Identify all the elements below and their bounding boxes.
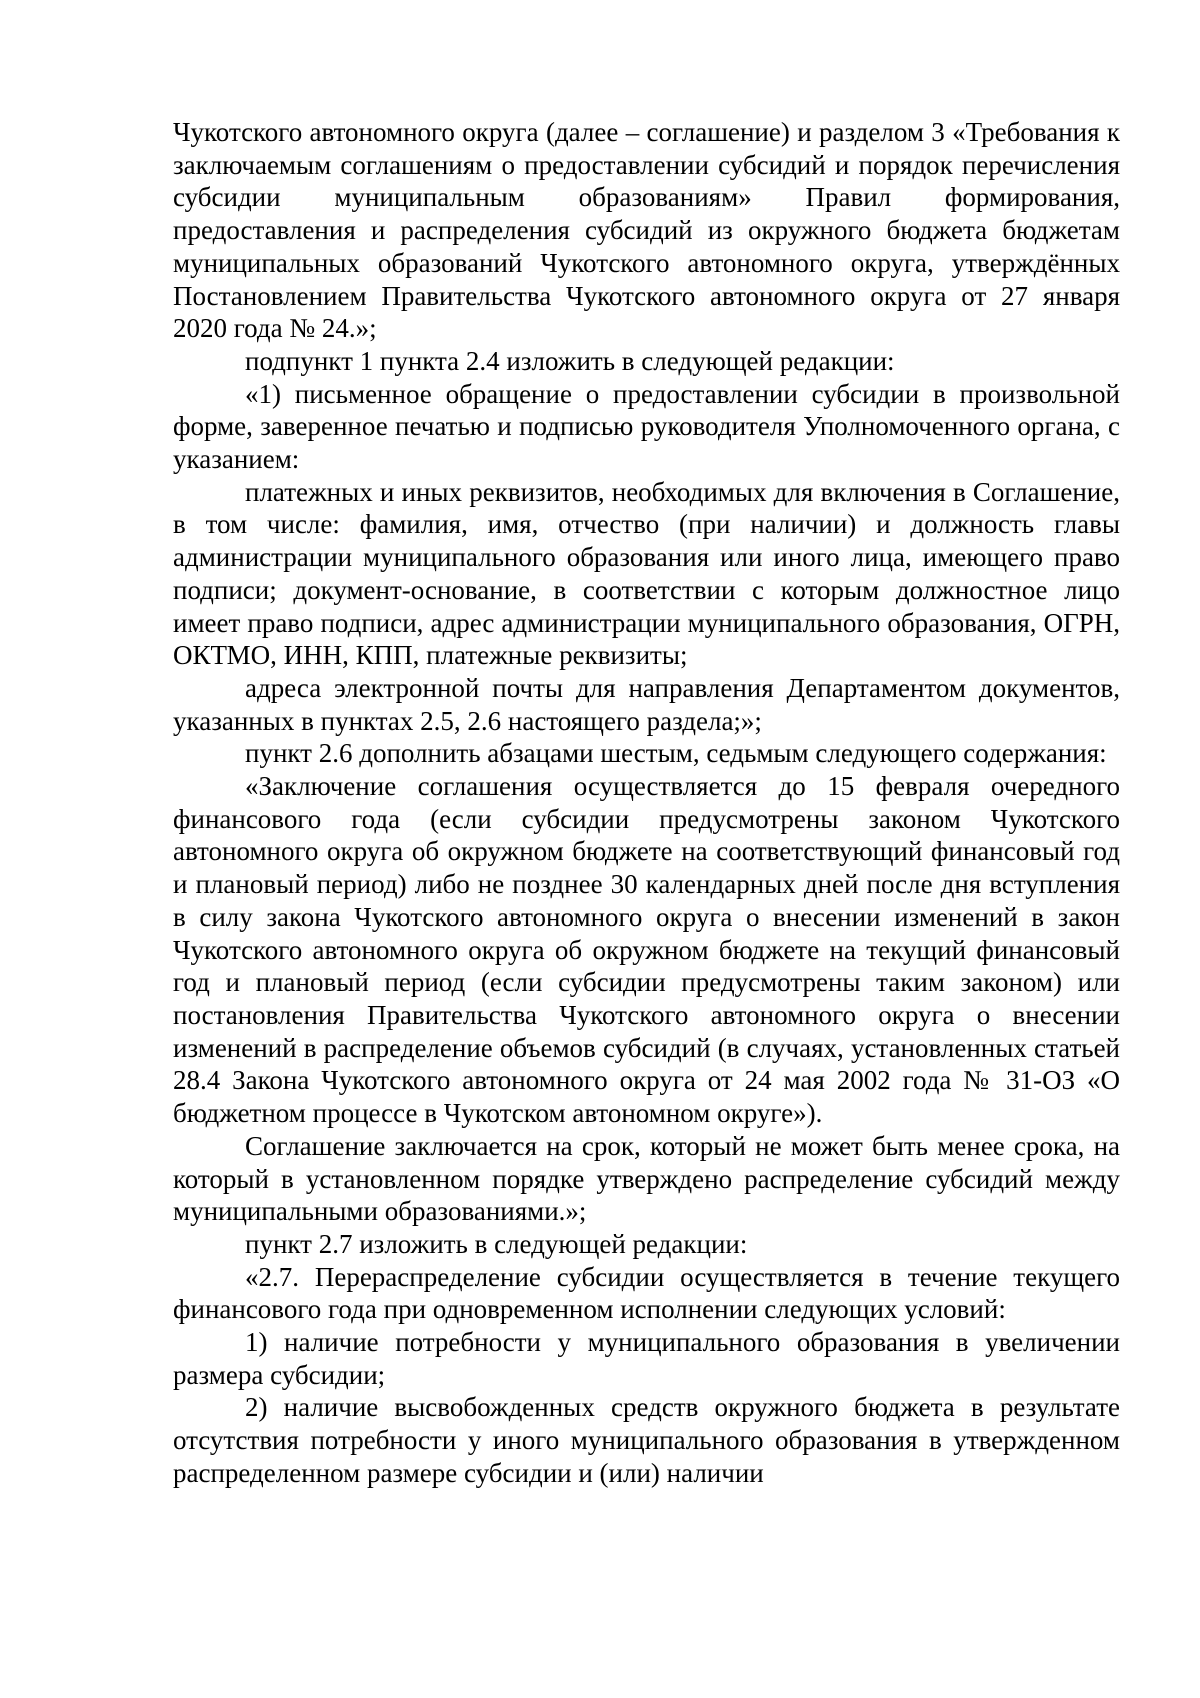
paragraph-payment-details: платежных и иных реквизитов, необходимых для включения в Соглашение, в том числе: фамилия, имя, отчество (при наличии) и должность главы администрации муниципального образования или иного лица, имеющего право подписи; документ-основание, в соответствии с которым должностное лицо имеет право подписи, адрес администрации муниципального образования, ОГРН, ОКТМО, ИНН, КПП, платежные реквизиты; (173, 476, 1120, 671)
paragraph-condition-1: 1) наличие потребности у муниципального образования в увеличении размера субсидии; (173, 1327, 1120, 1390)
paragraph-item-2-6-supplement: пункт 2.6 дополнить абзацами шестым, седьмым следующего содержания: (245, 738, 1107, 769)
paragraph-item-2-7-edit: пункт 2.7 изложить в следующей редакции: (245, 1228, 748, 1259)
paragraph-email-addresses: адреса электронной почты для направления Департаментом документов, указанных в пунктах 2.5, 2.6 настоящего раздела;»; (173, 672, 1120, 736)
paragraph-condition-2: 2) наличие высвобожденных средств окружного бюджета в результате отсутствия потребности у иного муниципального образования в утвержденном распределенном размере субсидии и (или) наличии (173, 1392, 1120, 1488)
paragraph-written-request: «1) письменное обращение о предоставлении субсидии в произвольной форме, заверенное печатью и подписью руководителя Уполномоченного органа, с указанием: (173, 378, 1120, 475)
paragraph-agreement-conclusion: «Заключение соглашения осуществляется до 15 февраля очередного финансового года (если субсидии предусмотрены законом Чукотского автономного округа об окружном бюджете на соответствующий финансовый год и плановый период) либо не позднее 30 календарных дней после дня вступления в силу закона Чукотского автономного округа о внесении изменений в закон Чукотского автономного округа об окружном бюджете на текущий финансовый год и плановый период (если субсидии предусмотрены таким законом) или постановления Правительства Чукотского автономного округа о внесении изменений в распределение объемов субсидий (в случаях, установленных статьей 28.4 Закона Чукотского автономного округа от 24 мая 2002 года № 31-ОЗ «О бюджетном процессе в Чукотском автономном округе»). (173, 771, 1120, 1129)
paragraph-agreement-term: Соглашение заключается на срок, который не может быть менее срока, на который в установленном порядке утверждено распределение субсидий между муниципальными образованиями.»; (173, 1130, 1120, 1227)
document-body (173, 116, 1120, 1490)
paragraph-redistribution: «2.7. Перераспределение субсидии осуществляется в течение текущего финансового года при одновременном исполнении следующих условий: (173, 1261, 1120, 1325)
paragraph-continuation: Чукотского автономного округа (далее – соглашение) и разделом 3 «Требования к заключаемым соглашениям о предоставлении субсидий и порядок перечисления субсидии муниципальным образованиям» Правил формирования, предоставления и распределения субсидий из окружного бюджета бюджетам муниципальных образований Чукотского автономного округа, утверждённых Постановлением Правительства Чукотского автономного округа от 27 января 2020 года № 24.»; (173, 117, 1120, 344)
paragraph-subclause-1-item-2-4: подпункт 1 пункта 2.4 изложить в следующей редакции: (245, 345, 895, 376)
